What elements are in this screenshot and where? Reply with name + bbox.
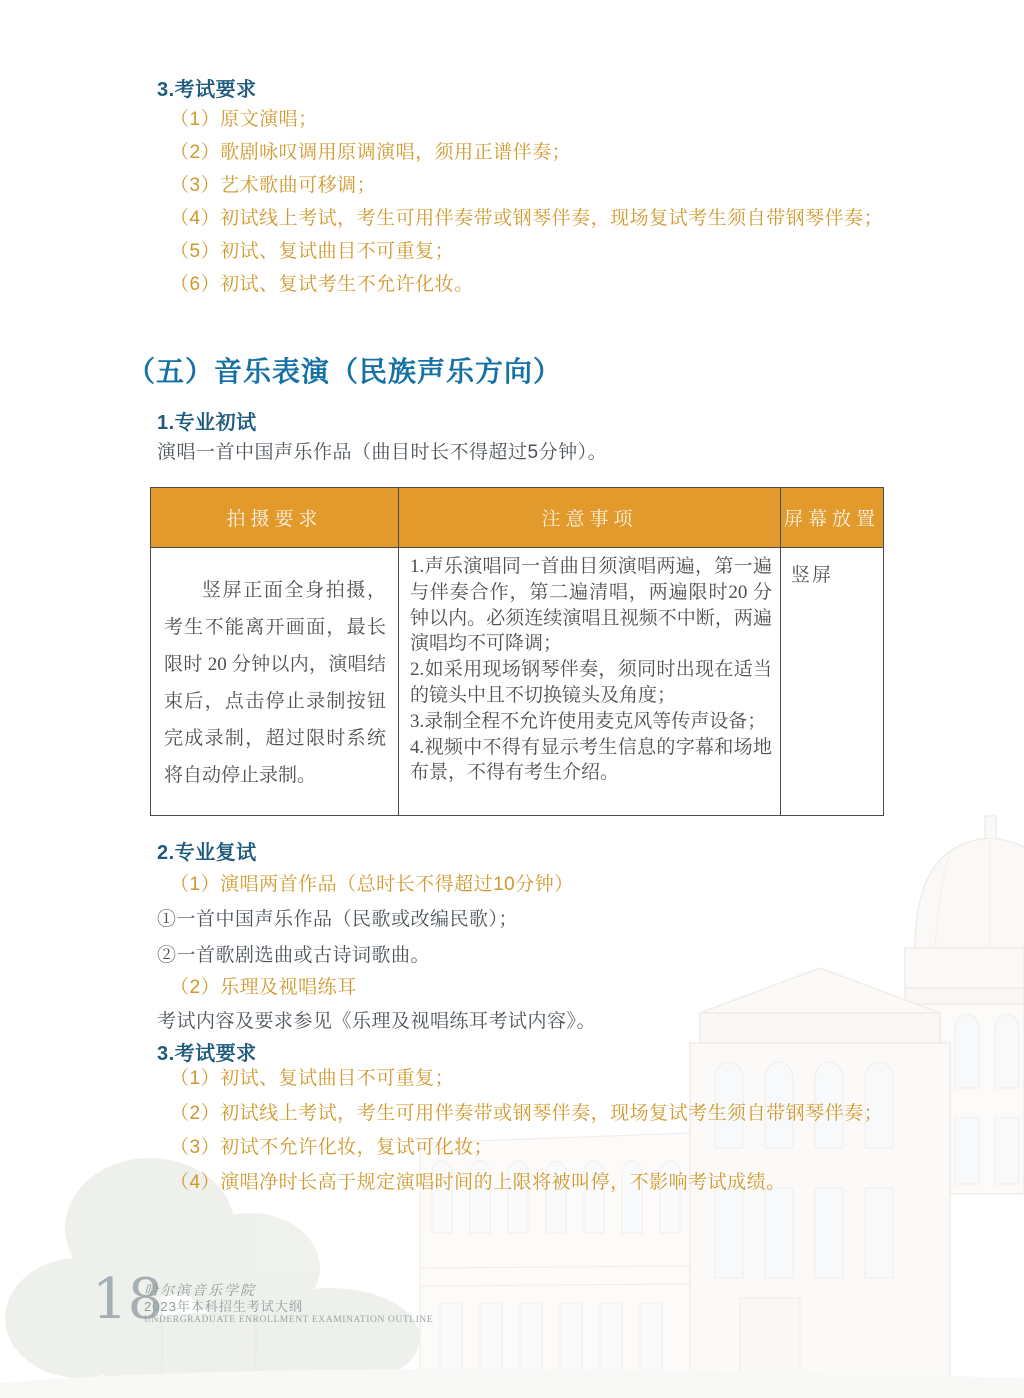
- note-item: 1.声乐演唱同一首曲目须演唱两遍，第一遍与伴奏合作，第二遍清唱，两遍限时20 分钟以内。必须连续演唱且视频不中断，两遍演唱均不可降调；: [410, 556, 772, 655]
- retest-note: 考试内容及要求参见《乐理及视唱练耳考试内容》。: [157, 1011, 597, 1032]
- table-header-row: [151, 488, 884, 548]
- requirements-heading: 3.考试要求: [157, 1043, 257, 1065]
- requirement-item: （1）原文演唱；: [170, 109, 318, 130]
- requirement-item: （5）初试、复试曲目不可重复；: [170, 241, 455, 262]
- cell-screen-placement: 竖屏: [781, 548, 884, 816]
- note-item: 3.录制全程不允许使用麦克风等传声设备；: [410, 710, 767, 732]
- requirement-item: （6）初试、复试考生不允许化妆。: [170, 274, 474, 295]
- table-body-row: [151, 548, 884, 816]
- preliminary-body: 演唱一首中国声乐作品（曲目时长不得超过5分钟）。: [157, 442, 608, 463]
- section-five-title: （五）音乐表演（民族声乐方向）: [127, 356, 563, 387]
- preliminary-heading: 1.专业初试: [157, 412, 257, 434]
- shooting-requirements-text: 竖屏正面全身拍摄，考生不能离开画面，最长限时 20 分钟以内，演唱结束后，点击停止录制按钮完成录制，超过限时系统将自动停止录制。: [164, 580, 386, 786]
- requirement-item: （4）演唱净时长高于规定演唱时间的上限将被叫停，不影响考试成绩。: [170, 1171, 786, 1193]
- table-header-shooting: 拍摄要求: [151, 488, 399, 548]
- top-requirements-list: [170, 103, 883, 301]
- requirement-item: （2）初试线上考试，考生可用伴奏带或钢琴伴奏，现场复试考生须自带钢琴伴奏；: [170, 1102, 884, 1124]
- note-item: 4.视频中不得有显示考生信息的字幕和场地布景，不得有考生介绍。: [410, 736, 772, 784]
- requirement-item: （3）初试不允许化妆，复试可化妆；: [170, 1137, 494, 1158]
- requirement-item: （3）艺术歌曲可移调；: [170, 175, 377, 196]
- retest-item-2: （2）乐理及视唱练耳: [170, 977, 357, 998]
- retest-heading: 2.专业复试: [157, 842, 257, 864]
- retest-sub-item-1: ①一首中国声乐作品（民歌或改编民歌）；: [157, 909, 519, 930]
- retest-sub-item-2: ②一首歌剧选曲或古诗词歌曲。: [157, 945, 431, 966]
- requirement-item: （2）歌剧咏叹调用原调演唱，须用正谱伴奏；: [170, 142, 572, 163]
- retest-item-1: （1）演唱两首作品（总时长不得超过10分钟）: [170, 874, 574, 895]
- footer-school-name: 哈尔滨音乐学院: [144, 1283, 256, 1299]
- table-header-screen: 屏幕放置: [781, 488, 884, 548]
- requirements-list: [170, 1062, 883, 1200]
- footer-document-title-en: UNDERGRADUATE ENROLLMENT EXAMINATION OUTLINE: [144, 1315, 434, 1325]
- requirement-item: （1）初试、复试曲目不可重复；: [170, 1068, 455, 1089]
- footer-document-title: 2023年本科招生考试大纲: [144, 1299, 303, 1314]
- cell-shooting-requirements: [151, 548, 399, 816]
- recording-spec-table: [150, 487, 884, 816]
- top-requirements-heading: 3.考试要求: [157, 79, 257, 101]
- requirement-item: （4）初试线上考试，考生可用伴奏带或钢琴伴奏，现场复试考生须自带钢琴伴奏；: [170, 208, 884, 229]
- table-header-notes: 注意事项: [399, 488, 781, 548]
- page-number: 18: [92, 1267, 164, 1332]
- cell-notes: [399, 548, 781, 816]
- footer: [144, 1283, 433, 1326]
- note-item: 2.如采用现场钢琴伴奏，须同时出现在适当的镜头中且不切换镜头及角度；: [410, 659, 772, 706]
